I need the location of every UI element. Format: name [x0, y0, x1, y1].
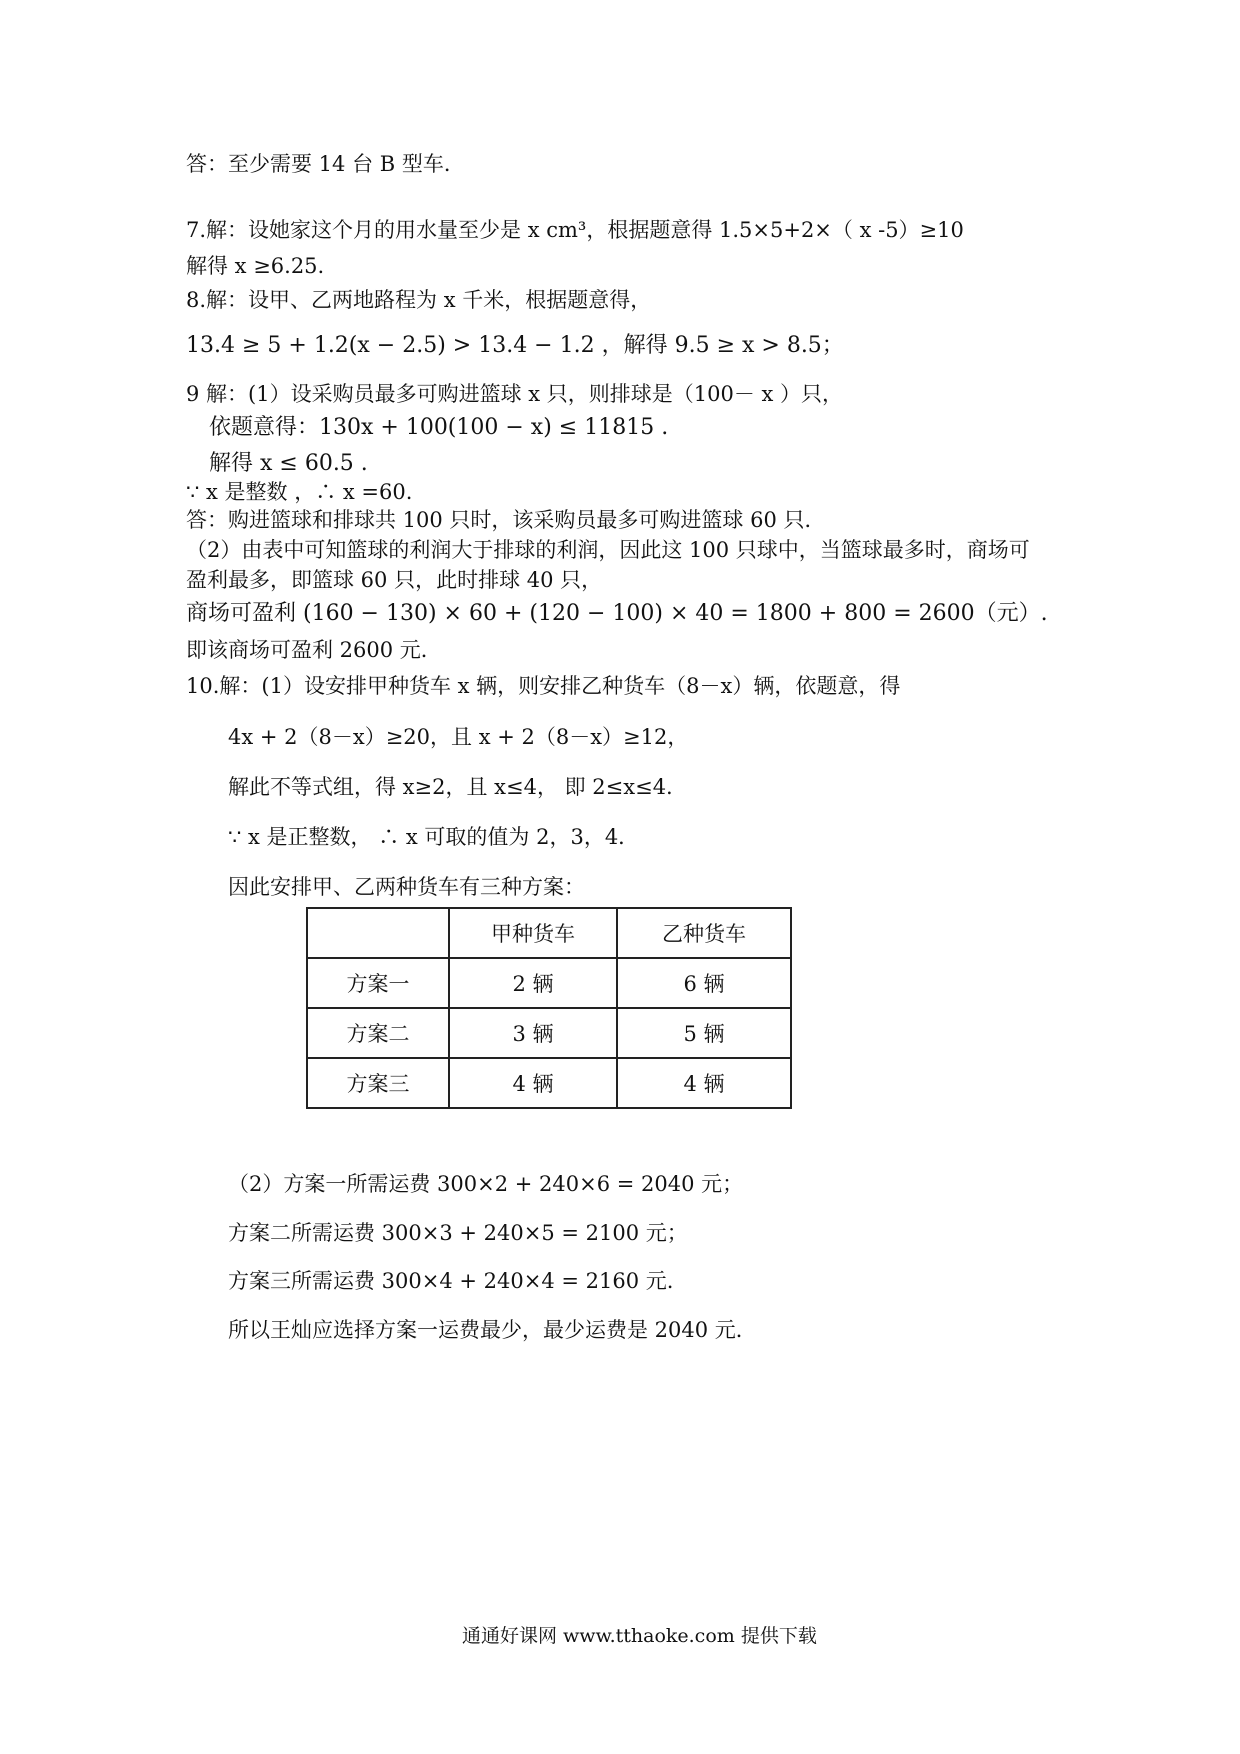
table-header-cell: 甲种货车	[449, 908, 617, 958]
solution-9-line-3: 解得 x ≤ 60.5 .	[209, 451, 368, 476]
solution-9-line-4: ∵ x 是整数 ，∴ x =60.	[186, 480, 413, 504]
table-cell: 3 辆	[449, 1008, 617, 1058]
table-cell: 方案三	[307, 1058, 449, 1108]
solution-10-line-5: 因此安排甲、乙两种货车有三种方案：	[228, 875, 585, 899]
solution-8-line-1: 8.解：设甲、乙两地路程为 x 千米，根据题意得，	[186, 288, 652, 312]
page-footer: 通通好课网 www.tthaoke.com 提供下载	[462, 1625, 817, 1647]
cost-line-2: 方案二所需运费 300×3 + 240×5 = 2100 元；	[228, 1221, 688, 1245]
table-header-row	[307, 908, 791, 958]
solution-10-line-2: 4x + 2（8－x）≥20，且 x + 2（8－x）≥12，	[228, 725, 689, 749]
cost-line-3: 方案三所需运费 300×4 + 240×4 = 2160 元.	[228, 1269, 674, 1293]
table-row	[307, 1058, 791, 1108]
table-cell: 6 辆	[617, 958, 791, 1008]
table-cell: 5 辆	[617, 1008, 791, 1058]
solution-9-line-7: 盈利最多，即篮球 60 只，此时排球 40 只，	[186, 568, 603, 592]
table-cell: 方案二	[307, 1008, 449, 1058]
solution-10-line-1: 10.解：(1）设安排甲种货车 x 辆，则安排乙种货车（8－x）辆，依题意，得	[186, 674, 901, 698]
table-row	[307, 958, 791, 1008]
solution-8-line-2: 13.4 ≥ 5 + 1.2(x − 2.5) > 13.4 − 1.2 ，解得 9.5 ≥ x > 8.5；	[186, 333, 844, 358]
table-header-cell: 乙种货车	[617, 908, 791, 958]
solution-10-line-4: ∵ x 是正整数， ∴ x 可取的值为 2，3，4．	[228, 825, 640, 849]
table-cell: 4 辆	[449, 1058, 617, 1108]
table-cell: 2 辆	[449, 958, 617, 1008]
solution-9-line-5: 答：购进篮球和排球共 100 只时，该采购员最多可购进篮球 60 只．	[186, 508, 826, 532]
solution-7-line-1: 7.解：设她家这个月的用水量至少是 x cm³，根据题意得 1.5×5+2×（ x -5）≥10	[186, 218, 964, 242]
solution-9-line-1: 9 解：(1）设采购员最多可购进篮球 x 只，则排球是（100－ x ）只，	[186, 382, 844, 406]
table-cell: 4 辆	[617, 1058, 791, 1108]
answer-line-6: 答：至少需要 14 台 B 型车．	[186, 152, 465, 176]
cost-line-1: （2）方案一所需运费 300×2 + 240×6 = 2040 元；	[228, 1172, 744, 1196]
solution-9-line-2: 依题意得：130x + 100(100 − x) ≤ 11815 .	[209, 415, 669, 440]
solution-9-line-6: （2）由表中可知篮球的利润大于排球的利润，因此这 100 只球中，当篮球最多时，商场可	[186, 538, 1030, 562]
solution-10-line-3: 解此不等式组，得 x≥2，且 x≤4， 即 2≤x≤4.	[228, 775, 673, 799]
table-header-cell	[307, 908, 449, 958]
plan-table	[306, 907, 792, 1109]
table-cell: 方案一	[307, 958, 449, 1008]
table-row	[307, 1008, 791, 1058]
solution-9-line-8: 商场可盈利 (160 − 130) × 60 + (120 − 100) × 40 = 1800 + 800 = 2600（元）.	[186, 601, 1048, 626]
solution-7-line-2: 解得 x ≥6.25.	[186, 254, 325, 278]
conclusion-line: 所以王灿应选择方案一运费最少，最少运费是 2040 元．	[228, 1318, 757, 1342]
solution-9-line-9: 即该商场可盈利 2600 元．	[186, 638, 442, 662]
